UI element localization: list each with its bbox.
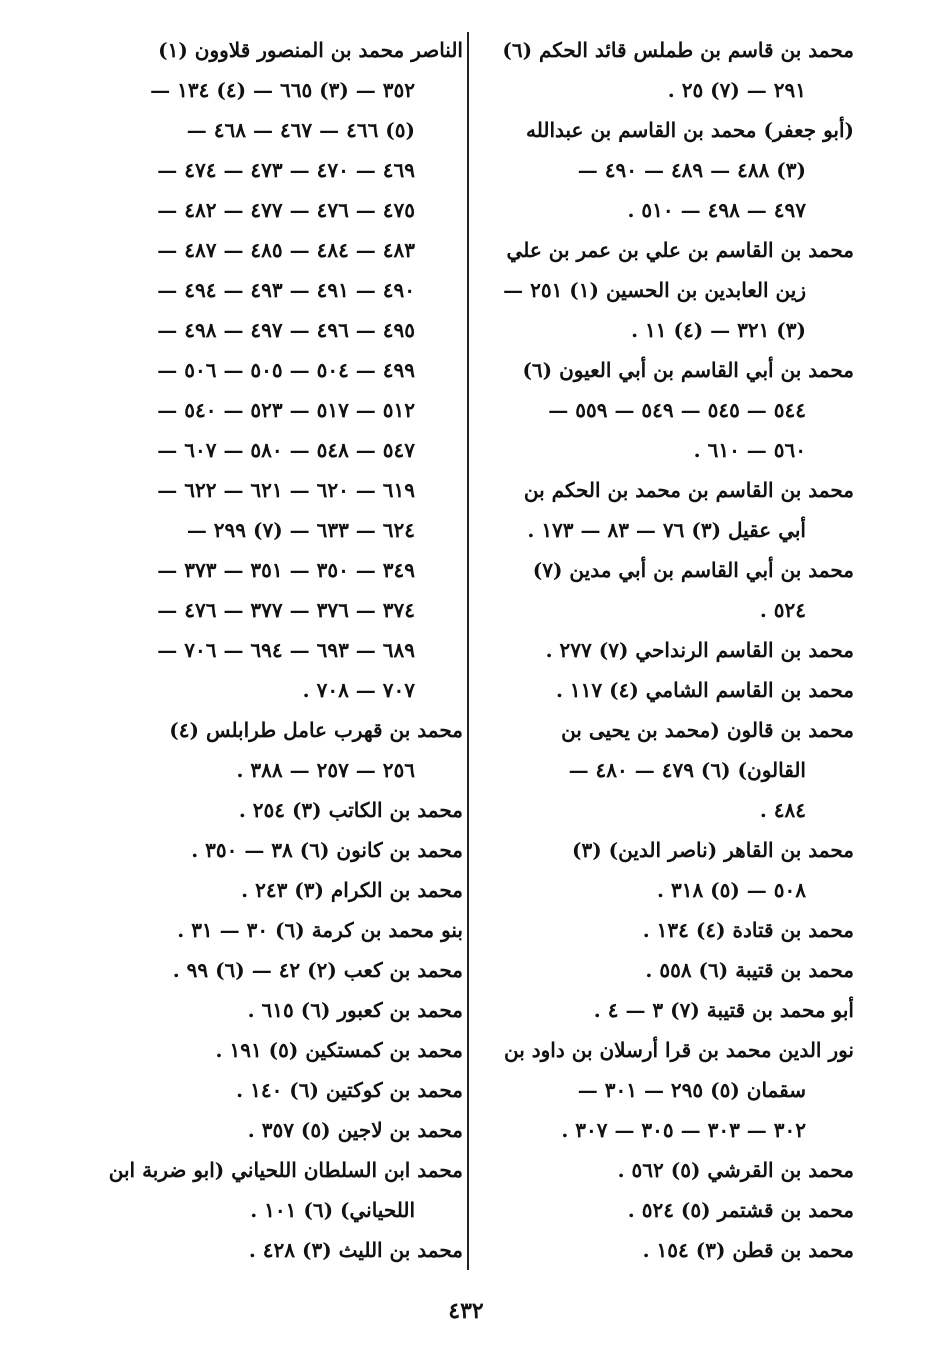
index-entry-continuation: ٤٩٠ — ٤٩١ — ٤٩٣ — ٤٩٤ — (157, 278, 415, 302)
index-entry: محمد بن القاسم الشامي (٤) ١١٧ . (555, 678, 854, 702)
index-entry: محمد بن قتادة (٤) ١٣٤ . (642, 918, 854, 942)
index-entry-continuation: ٥٠٨ — (٥) ٣١٨ . (657, 878, 806, 902)
index-entry-continuation: ٦٢٤ — ٦٣٣ — (٧) ٢٩٩ — (186, 518, 415, 542)
index-entry-continuation: ٤٩٩ — ٥٠٤ — ٥٠٥ — ٥٠٦ — (157, 358, 415, 382)
index-entry-continuation: ٥١٢ — ٥١٧ — ٥٢٣ — ٥٤٠ — (157, 398, 415, 422)
index-entry: محمد بن القاسم الرنداحي (٧) ٢٧٧ . (545, 638, 854, 662)
index-entry-continuation: (٥) ٤٦٦ — ٤٦٧ — ٤٦٨ — (186, 118, 415, 142)
index-entry: محمد بن كعبور (٦) ٦١٥ . (247, 998, 463, 1022)
index-entry-continuation: (٣) ٤٨٨ — ٤٨٩ — ٤٩٠ — (577, 158, 806, 182)
index-entry: محمد بن الليث (٣) ٤٢٨ . (248, 1238, 463, 1262)
index-entry-continuation: ٣٥٢ — (٣) ٦٦٥ — (٤) ١٣٤ — (150, 78, 415, 102)
index-entry-continuation: أبي عقيل (٣) ٧٦ — ٨٣ — ١٧٣ . (527, 518, 806, 542)
index-entry-continuation: ٣٧٤ — ٣٧٦ — ٣٧٧ — ٤٧٦ — (157, 598, 415, 622)
index-entry: محمد بن الكرام (٣) ٢٤٣ . (241, 878, 463, 902)
column-divider (467, 32, 469, 1270)
index-entry: محمد بن القرشي (٥) ٥٦٢ . (617, 1158, 854, 1182)
index-entry-continuation: زين العابدين بن الحسين (١) ٢٥١ — (503, 278, 806, 302)
index-entry: محمد بن لاجين (٥) ٣٥٧ . (247, 1118, 463, 1142)
index-entry: (أبو جعفر) محمد بن القاسم بن عبدالله (526, 118, 854, 142)
index-entry-continuation: اللحياني) (٦) ١٠١ . (250, 1198, 415, 1222)
index-entry-continuation: ٦١٩ — ٦٢٠ — ٦٢١ — ٦٢٢ — (157, 478, 415, 502)
index-entry-continuation: ٤٨٣ — ٤٨٤ — ٤٨٥ — ٤٨٧ — (157, 238, 415, 262)
index-entry: محمد بن قتيبة (٦) ٥٥٨ . (645, 958, 854, 982)
index-entry: محمد بن كانون (٦) ٣٨ — ٣٥٠ . (191, 838, 463, 862)
index-entry-continuation: (٣) ٣٢١ — (٤) ١١ . (631, 318, 806, 342)
index-entry-continuation: سقمان (٥) ٢٩٥ — ٣٠١ — (577, 1078, 806, 1102)
index-entry: محمد بن أبي القاسم بن أبي مدين (٧) (532, 558, 854, 582)
index-entry: محمد بن قطن (٣) ١٥٤ . (642, 1238, 854, 1262)
index-entry: محمد بن قالون (محمد بن يحيى بن (561, 718, 854, 742)
index-entry: أبو محمد بن قتيبة (٧) ٣ — ٤ . (593, 998, 854, 1022)
index-entry: بنو محمد بن كرمة (٦) ٣٠ — ٣١ . (177, 918, 463, 942)
index-entry-continuation: ٥٦٠ — ٦١٠ . (693, 438, 806, 462)
index-entry-continuation: ٤٦٩ — ٤٧٠ — ٤٧٣ — ٤٧٤ — (157, 158, 415, 182)
index-entry: محمد بن كمستكين (٥) ١٩١ . (215, 1038, 463, 1062)
index-entry-continuation: ٢٩١ — (٧) ٢٥ . (667, 78, 806, 102)
left-index-column (95, 30, 463, 1270)
index-entry-continuation: ٥٤٤ — ٥٤٥ — ٥٤٩ — ٥٥٩ — (548, 398, 806, 422)
index-entry: محمد بن قاسم بن طملس قائد الحكم (٦) (502, 38, 854, 62)
index-entry-continuation: ٢٥٦ — ٢٥٧ — ٣٨٨ . (236, 758, 415, 782)
index-entry-continuation: ٣٤٩ — ٣٥٠ — ٣٥١ — ٣٧٣ — (157, 558, 415, 582)
index-entry-continuation: ٤٩٥ — ٤٩٦ — ٤٩٧ — ٤٩٨ — (157, 318, 415, 342)
index-entry: محمد ابن السلطان اللحياني (ابو ضربة ابن (108, 1158, 463, 1182)
page-number: ٤٣٢ (448, 1298, 484, 1324)
index-entry: محمد بن كوكتين (٦) ١٤٠ . (236, 1078, 463, 1102)
index-entry-continuation: ٥٢٤ . (759, 598, 806, 622)
index-entry: الناصر محمد بن المنصور قلاوون (١) (158, 38, 463, 62)
index-entry: محمد بن قشتمر (٥) ٥٢٤ . (627, 1198, 854, 1222)
index-entry: نور الدين محمد بن قرا أرسلان بن داود بن (503, 1038, 854, 1062)
right-index-column (459, 30, 854, 1270)
index-entry: محمد بن القاسم بن علي بن عمر بن علي (506, 238, 854, 262)
index-entry-continuation: ٤٨٤ . (759, 798, 806, 822)
index-entry: محمد بن كعب (٢) ٤٢ — (٦) ٩٩ . (172, 958, 463, 982)
index-entry-continuation: ٧٠٧ — ٧٠٨ . (302, 678, 415, 702)
index-entry-continuation: القالون) (٦) ٤٧٩ — ٤٨٠ — (568, 758, 806, 782)
index-entry: محمد بن قهرب عامل طرابلس (٤) (169, 718, 463, 742)
index-entry: محمد بن أبي القاسم بن أبي العيون (٦) (522, 358, 854, 382)
index-entry-continuation: ٤٩٧ — ٤٩٨ — ٥١٠ . (627, 198, 806, 222)
index-entry: محمد بن الكاتب (٣) ٢٥٤ . (238, 798, 463, 822)
index-entry-continuation: ٥٤٧ — ٥٤٨ — ٥٨٠ — ٦٠٧ — (157, 438, 415, 462)
index-entry: محمد بن القاهر (ناصر الدين) (٣) (572, 838, 854, 862)
index-entry: محمد بن القاسم بن محمد بن الحكم بن (523, 478, 854, 502)
index-entry-continuation: ٦٨٩ — ٦٩٣ — ٦٩٤ — ٧٠٦ — (157, 638, 415, 662)
index-entry-continuation: ٤٧٥ — ٤٧٦ — ٤٧٧ — ٤٨٢ — (157, 198, 415, 222)
index-entry-continuation: ٣٠٢ — ٣٠٣ — ٣٠٥ — ٣٠٧ . (561, 1118, 806, 1142)
